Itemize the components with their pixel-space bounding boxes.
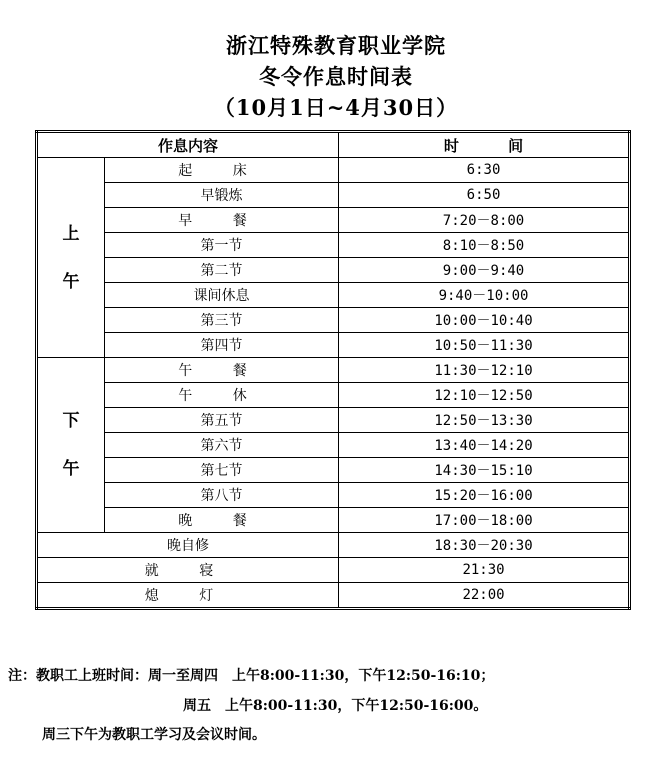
activity-time: 9:00－9:40 [339, 258, 630, 283]
table-row [37, 283, 630, 308]
activity-name: 第四节 [105, 333, 339, 358]
activity-name: 第六节 [105, 433, 339, 458]
header-time: 时 间 [339, 132, 630, 158]
activity-time: 8:10－8:50 [339, 233, 630, 258]
table-row [37, 408, 630, 433]
note-line-1: 注：教职工上班时间：周一至周四 上午8:00-11:30，下午12:50-16:10； [8, 668, 495, 684]
table-row [37, 233, 630, 258]
table-row [37, 458, 630, 483]
activity-time: 22:00 [339, 583, 630, 609]
activity-time: 6:30 [339, 158, 630, 183]
table-row [37, 208, 630, 233]
activity-time: 9:40－10:00 [339, 283, 630, 308]
table-row [37, 533, 630, 558]
activity-time: 11:30－12:10 [339, 358, 630, 383]
activity-time: 6:50 [339, 183, 630, 208]
activity-name: 晚 餐 [105, 508, 339, 533]
note-line-2: 周五 上午8:00-11:30，下午12:50-16:00。 [183, 698, 488, 714]
table-row [37, 558, 630, 583]
table-row [37, 508, 630, 533]
schedule-table [35, 130, 631, 610]
activity-time: 15:20－16:00 [339, 483, 630, 508]
date-range: （10月1日~4月30日） [213, 95, 459, 120]
activity-name: 早锻炼 [105, 183, 339, 208]
table-row [37, 583, 630, 609]
activity-name: 课间休息 [105, 283, 339, 308]
table-row [37, 258, 630, 283]
activity-name: 第二节 [105, 258, 339, 283]
activity-time: 13:40－14:20 [339, 433, 630, 458]
activity-time: 10:50－11:30 [339, 333, 630, 358]
table-header-row [37, 132, 630, 158]
morning-period-label: 上 午 [37, 158, 105, 358]
activity-name: 第七节 [105, 458, 339, 483]
table-row [37, 483, 630, 508]
activity-name: 第八节 [105, 483, 339, 508]
activity-name: 熄 灯 [37, 583, 339, 609]
schedule-body [37, 158, 630, 609]
table-row [37, 308, 630, 333]
afternoon-period-label: 下 午 [37, 358, 105, 533]
activity-name: 就 寝 [37, 558, 339, 583]
header-activity: 作息内容 [37, 132, 339, 158]
activity-name: 午 休 [105, 383, 339, 408]
activity-name: 第一节 [105, 233, 339, 258]
activity-name: 第五节 [105, 408, 339, 433]
activity-time: 14:30－15:10 [339, 458, 630, 483]
activity-name: 起 床 [105, 158, 339, 183]
activity-time: 12:50－13:30 [339, 408, 630, 433]
table-row [37, 158, 630, 183]
table-row [37, 183, 630, 208]
table-row [37, 333, 630, 358]
school-name: 浙江特殊教育职业学院 [226, 33, 446, 58]
table-row [37, 433, 630, 458]
activity-time: 17:00－18:00 [339, 508, 630, 533]
note-line-3: 周三下午为教职工学习及会议时间。 [42, 727, 266, 743]
activity-time: 10:00－10:40 [339, 308, 630, 333]
table-row [37, 383, 630, 408]
activity-time: 7:20－8:00 [339, 208, 630, 233]
activity-time: 18:30－20:30 [339, 533, 630, 558]
activity-time: 12:10－12:50 [339, 383, 630, 408]
activity-name: 午 餐 [105, 358, 339, 383]
activity-name: 早 餐 [105, 208, 339, 233]
activity-name: 第三节 [105, 308, 339, 333]
table-row [37, 358, 630, 383]
schedule-title: 冬令作息时间表 [259, 64, 413, 89]
activity-name: 晚自修 [37, 533, 339, 558]
activity-time: 21:30 [339, 558, 630, 583]
